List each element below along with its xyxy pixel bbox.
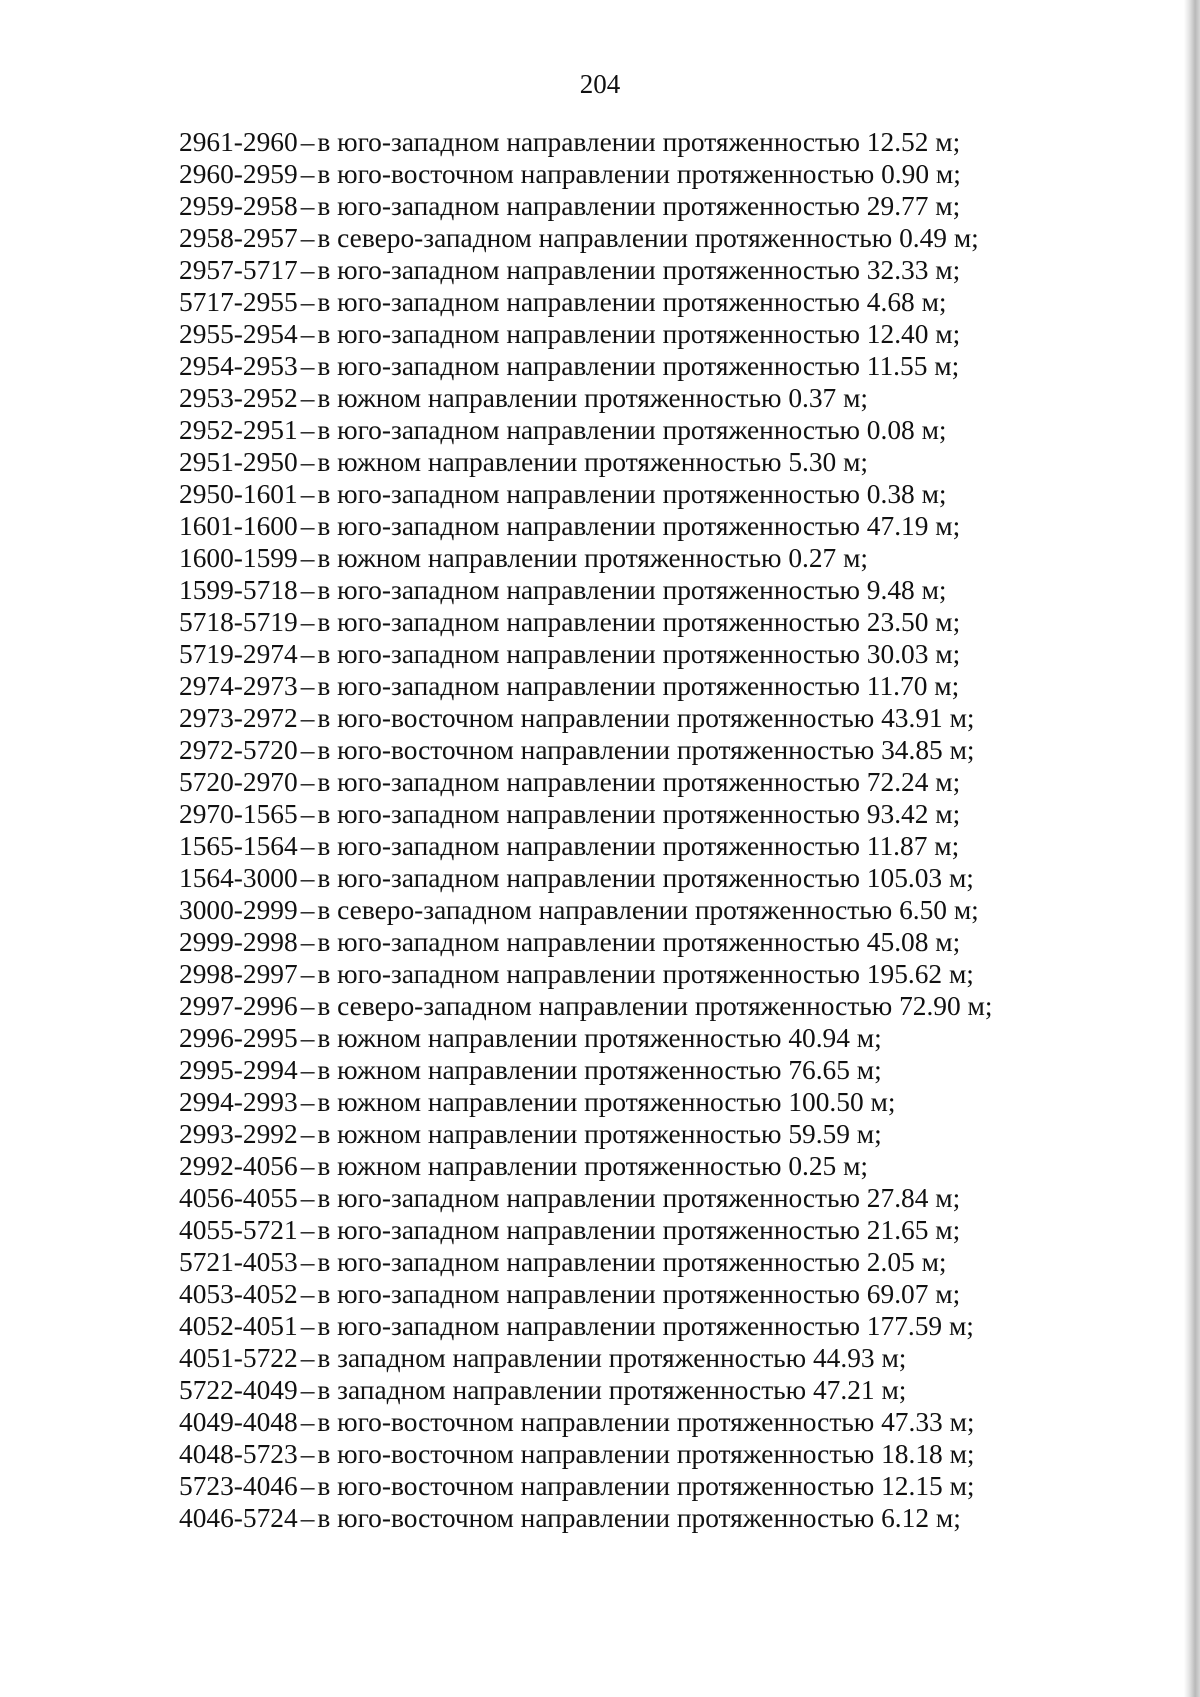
boundary-segment-line [179,574,1079,606]
segment-points: 4055-5721 [179,1215,298,1245]
segment-points: 2972-5720 [179,735,298,765]
boundary-segment-line [179,798,1079,830]
boundary-segment-line [179,510,1079,542]
segment-description: в юго-западном направлении протяженностью 12.52 м; [317,127,961,157]
segment-points: 4051-5722 [179,1343,298,1373]
boundary-segment-line [179,318,1079,350]
segment-points: 1601-1600 [179,511,298,541]
segment-description: в западном направлении протяженностью 47.21 м; [317,1375,907,1405]
dash-separator: – [300,1023,315,1053]
boundary-segment-line [179,222,1079,254]
segment-description: в юго-западном направлении протяженностью 177.59 м; [317,1311,974,1341]
segment-points: 5718-5719 [179,607,298,637]
dash-separator: – [300,1215,315,1245]
dash-separator: – [300,1471,315,1501]
segment-points: 2994-2993 [179,1087,298,1117]
dash-separator: – [300,287,315,317]
boundary-segment-line [179,958,1079,990]
dash-separator: – [300,1247,315,1277]
boundary-segment-line [179,1438,1079,1470]
dash-separator: – [300,1087,315,1117]
boundary-segment-line [179,1182,1079,1214]
boundary-segment-line [179,862,1079,894]
boundary-segment-line [179,254,1079,286]
boundary-segment-line [179,478,1079,510]
boundary-segment-line [179,158,1079,190]
segment-description: в юго-восточном направлении протяженностью 6.12 м; [317,1503,961,1533]
segment-description: в северо-западном направлении протяженностью 0.49 м; [317,223,979,253]
dash-separator: – [300,127,315,157]
boundary-segment-line [179,766,1079,798]
segment-points: 1564-3000 [179,863,298,893]
segment-description: в юго-западном направлении протяженностью 27.84 м; [317,1183,961,1213]
segment-points: 2961-2960 [179,127,298,157]
segment-description: в юго-западном направлении протяженностью 11.87 м; [317,831,960,861]
boundary-segment-line [179,350,1079,382]
boundary-segment-line [179,1086,1079,1118]
dash-separator: – [300,1311,315,1341]
segment-points: 2955-2954 [179,319,298,349]
segment-points: 2993-2992 [179,1119,298,1149]
boundary-segment-line [179,894,1079,926]
segment-description: в юго-западном направлении протяженностью 23.50 м; [317,607,961,637]
segment-points: 2951-2950 [179,447,298,477]
segment-points: 3000-2999 [179,895,298,925]
segment-points: 4053-4052 [179,1279,298,1309]
boundary-segment-line [179,1342,1079,1374]
segment-description: в юго-восточном направлении протяженностью 12.15 м; [317,1471,975,1501]
dash-separator: – [300,927,315,957]
dash-separator: – [300,895,315,925]
segment-description: в южном направлении протяженностью 5.30 м; [317,447,869,477]
boundary-segment-line [179,1214,1079,1246]
segment-description: в западном направлении протяженностью 44.93 м; [317,1343,907,1373]
boundary-segment-line [179,1054,1079,1086]
dash-separator: – [300,831,315,861]
segment-description: в юго-западном направлении протяженностью 29.77 м; [317,191,961,221]
boundary-segment-line [179,1310,1079,1342]
dash-separator: – [300,159,315,189]
segment-description: в юго-восточном направлении протяженностью 34.85 м; [317,735,975,765]
segment-points: 2997-2996 [179,991,298,1021]
segment-description: в юго-восточном направлении протяженностью 43.91 м; [317,703,975,733]
dash-separator: – [300,575,315,605]
segment-description: в юго-западном направлении протяженностью 47.19 м; [317,511,961,541]
segment-points: 2996-2995 [179,1023,298,1053]
segment-points: 4049-4048 [179,1407,298,1437]
segment-description: в южном направлении протяженностью 59.59 м; [317,1119,882,1149]
segment-description: в юго-западном направлении протяженностью 72.24 м; [317,767,961,797]
boundary-segment-line [179,670,1079,702]
segment-description: в южном направлении протяженностью 40.94 м; [317,1023,882,1053]
boundary-segment-line [179,1246,1079,1278]
boundary-segment-line [179,1118,1079,1150]
dash-separator: – [300,863,315,893]
segment-points: 5723-4046 [179,1471,298,1501]
dash-separator: – [300,479,315,509]
dash-separator: – [300,1151,315,1181]
segment-points: 5719-2974 [179,639,298,669]
segment-description: в юго-западном направлении протяженностью 32.33 м; [317,255,961,285]
segment-points: 2953-2952 [179,383,298,413]
segment-points: 2973-2972 [179,703,298,733]
segment-description: в юго-западном направлении протяженностью 93.42 м; [317,799,961,829]
dash-separator: – [300,447,315,477]
segment-points: 2970-1565 [179,799,298,829]
segment-description: в юго-западном направлении протяженностью 12.40 м; [317,319,961,349]
segment-description: в южном направлении протяженностью 100.50 м; [317,1087,896,1117]
segment-points: 5722-4049 [179,1375,298,1405]
segment-points: 4056-4055 [179,1183,298,1213]
segment-points: 1600-1599 [179,543,298,573]
segment-points: 2954-2953 [179,351,298,381]
scan-edge-shadow [1184,0,1200,1697]
boundary-segment-line [179,1470,1079,1502]
dash-separator: – [300,1183,315,1213]
segment-description: в юго-западном направлении протяженностью 30.03 м; [317,639,961,669]
segment-points: 5717-2955 [179,287,298,317]
segment-description: в юго-западном направлении протяженностью 69.07 м; [317,1279,961,1309]
page-number: 204 [579,69,621,99]
segment-points: 2959-2958 [179,191,298,221]
segment-points: 1599-5718 [179,575,298,605]
segment-points: 5720-2970 [179,767,298,797]
segment-description: в северо-западном направлении протяженностью 72.90 м; [317,991,993,1021]
boundary-segment-line [179,1022,1079,1054]
boundary-segment-line [179,926,1079,958]
dash-separator: – [300,639,315,669]
dash-separator: – [300,223,315,253]
segment-description: в юго-западном направлении протяженностью 21.65 м; [317,1215,961,1245]
boundary-segment-line [179,286,1079,318]
segment-description: в юго-западном направлении протяженностью 11.70 м; [317,671,960,701]
dash-separator: – [300,1055,315,1085]
segment-points: 2958-2957 [179,223,298,253]
boundary-segment-line [179,1278,1079,1310]
dash-separator: – [300,1407,315,1437]
segment-description: в юго-восточном направлении протяженностью 18.18 м; [317,1439,975,1469]
segment-description: в юго-западном направлении протяженностью 4.68 м; [317,287,947,317]
segment-description: в юго-западном направлении протяженностью 2.05 м; [317,1247,947,1277]
dash-separator: – [300,991,315,1021]
dash-separator: – [300,511,315,541]
boundary-segment-line [179,190,1079,222]
dash-separator: – [300,191,315,221]
dash-separator: – [300,543,315,573]
boundary-segment-line [179,414,1079,446]
dash-separator: – [300,735,315,765]
dash-separator: – [300,383,315,413]
segment-description: в юго-западном направлении протяженностью 195.62 м; [317,959,974,989]
boundary-segment-list [179,126,1079,1534]
segment-points: 2999-2998 [179,927,298,957]
dash-separator: – [300,607,315,637]
dash-separator: – [300,1375,315,1405]
segment-points: 4046-5724 [179,1503,298,1533]
segment-description: в юго-западном направлении протяженностью 45.08 м; [317,927,961,957]
segment-points: 2992-4056 [179,1151,298,1181]
segment-description: в юго-западном направлении протяженностью 0.38 м; [317,479,947,509]
segment-description: в юго-западном направлении протяженностью 9.48 м; [317,575,947,605]
dash-separator: – [300,1279,315,1309]
boundary-segment-line [179,638,1079,670]
dash-separator: – [300,959,315,989]
segment-description: в северо-западном направлении протяженностью 6.50 м; [317,895,979,925]
segment-points: 2998-2997 [179,959,298,989]
dash-separator: – [300,1503,315,1533]
dash-separator: – [300,1343,315,1373]
boundary-segment-line [179,1374,1079,1406]
segment-description: в юго-западном направлении протяженностью 0.08 м; [317,415,947,445]
segment-points: 1565-1564 [179,831,298,861]
segment-points: 2952-2951 [179,415,298,445]
dash-separator: – [300,703,315,733]
boundary-segment-line [179,446,1079,478]
dash-separator: – [300,1439,315,1469]
segment-points: 5721-4053 [179,1247,298,1277]
dash-separator: – [300,671,315,701]
boundary-segment-line [179,1150,1079,1182]
segment-description: в юго-восточном направлении протяженностью 0.90 м; [317,159,961,189]
boundary-segment-line [179,542,1079,574]
segment-points: 4048-5723 [179,1439,298,1469]
dash-separator: – [300,767,315,797]
boundary-segment-line [179,734,1079,766]
dash-separator: – [300,799,315,829]
boundary-segment-line [179,830,1079,862]
boundary-segment-line [179,1502,1079,1534]
dash-separator: – [300,255,315,285]
segment-description: в южном направлении протяженностью 0.25 м; [317,1151,869,1181]
segment-points: 2950-1601 [179,479,298,509]
boundary-segment-line [179,382,1079,414]
dash-separator: – [300,415,315,445]
segment-description: в южном направлении протяженностью 0.27 м; [317,543,869,573]
segment-points: 2974-2973 [179,671,298,701]
dash-separator: – [300,1119,315,1149]
boundary-segment-line [179,990,1079,1022]
segment-description: в южном направлении протяженностью 76.65 м; [317,1055,882,1085]
boundary-segment-line [179,606,1079,638]
segment-points: 2957-5717 [179,255,298,285]
segment-description: в юго-западном направлении протяженностью 11.55 м; [317,351,960,381]
boundary-segment-line [179,126,1079,158]
segment-points: 4052-4051 [179,1311,298,1341]
boundary-segment-line [179,702,1079,734]
segment-points: 2995-2994 [179,1055,298,1085]
boundary-segment-line [179,1406,1079,1438]
dash-separator: – [300,351,315,381]
dash-separator: – [300,319,315,349]
segment-points: 2960-2959 [179,159,298,189]
segment-description: в южном направлении протяженностью 0.37 м; [317,383,869,413]
segment-description: в юго-восточном направлении протяженностью 47.33 м; [317,1407,975,1437]
segment-description: в юго-западном направлении протяженностью 105.03 м; [317,863,974,893]
